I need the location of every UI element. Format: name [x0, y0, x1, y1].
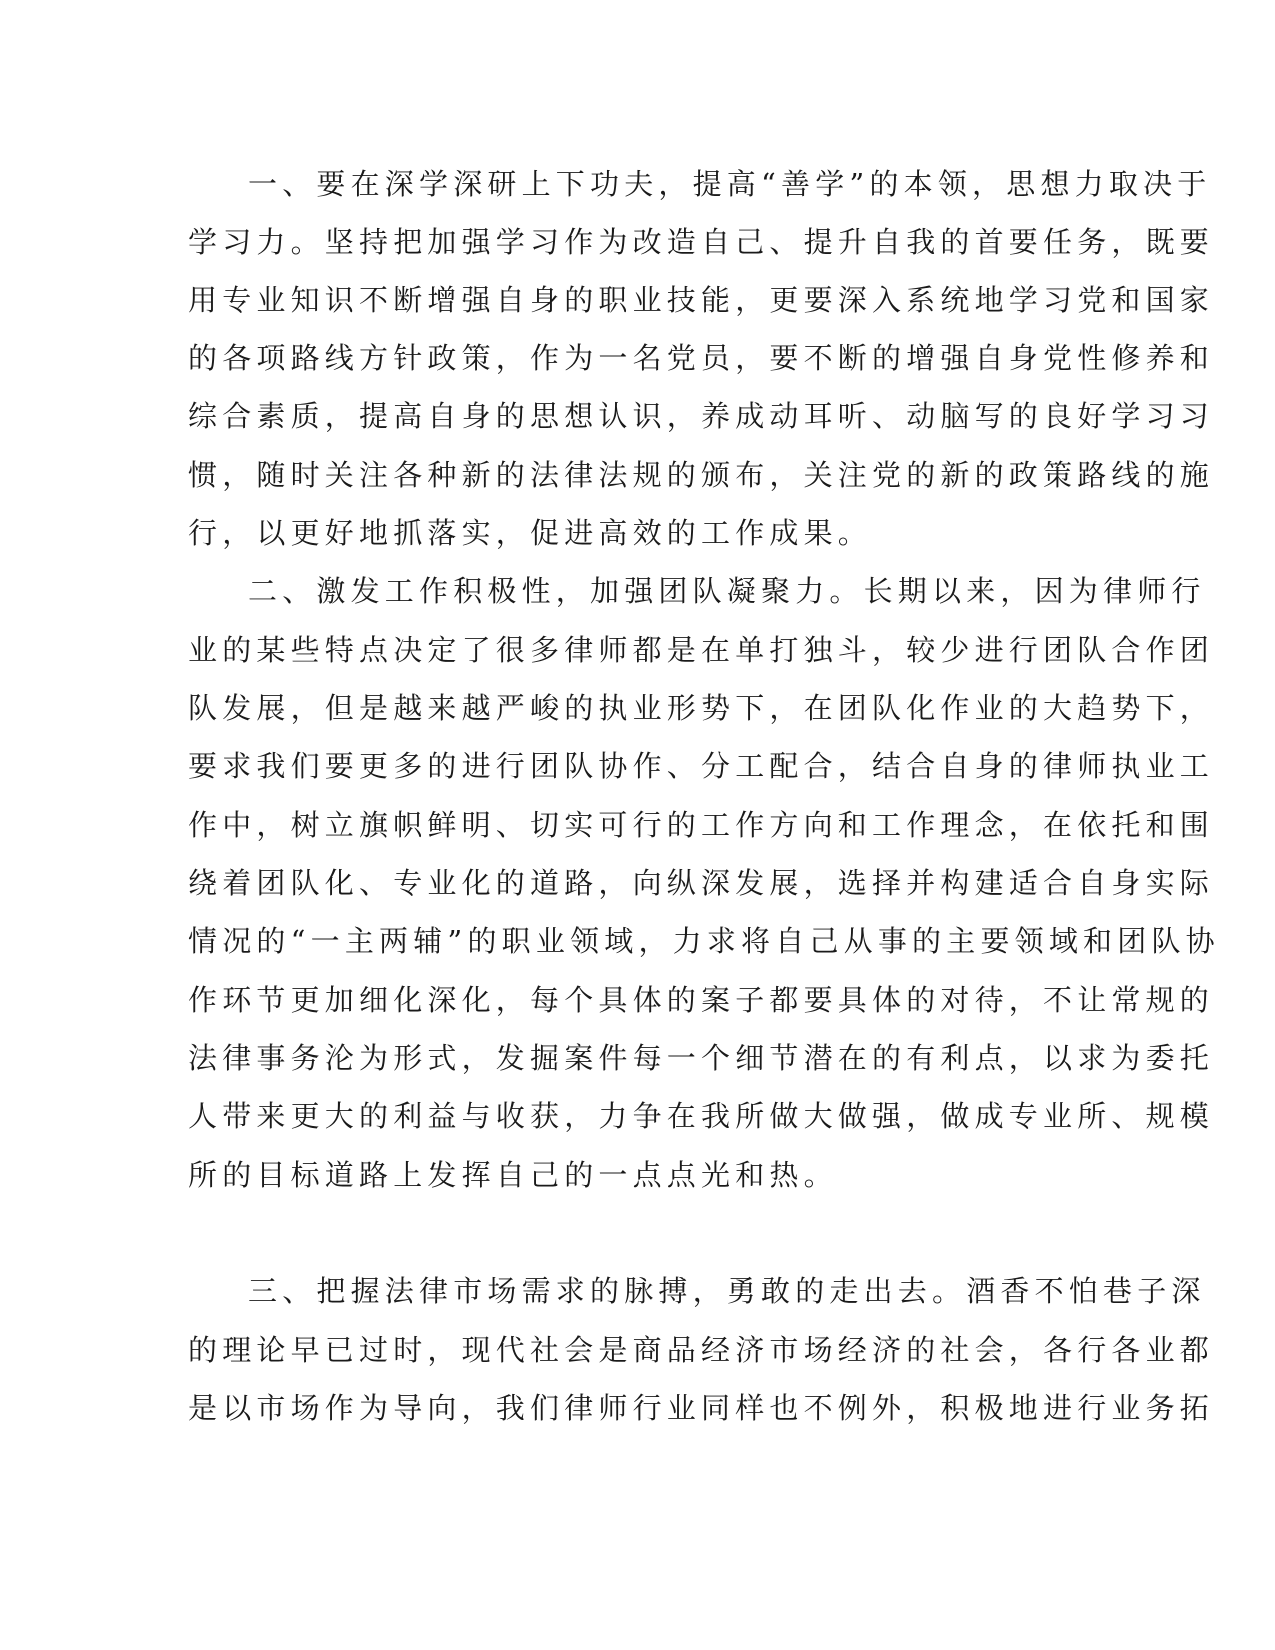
paragraph-line: 法律事务沦为形式，发掘案件每一个细节潜在的有利点，以求为委托 — [188, 1041, 1215, 1075]
paragraph-line: 的各项路线方针政策，作为一名党员，要不断的增强自身党性修养和 — [188, 341, 1215, 375]
paragraph-line: 情况的“一主两辅”的职业领域，力求将自己从事的主要领域和团队协 — [188, 924, 1220, 958]
paragraph-line: 是以市场作为导向，我们律师行业同样也不例外，积极地进行业务拓 — [188, 1391, 1215, 1425]
paragraph-line: 作环节更加细化深化，每个具体的案子都要具体的对待，不让常规的 — [188, 983, 1215, 1017]
paragraph-line: 一、要在深学深研上下功夫，提高“善学”的本领，思想力取决于 — [248, 167, 1212, 201]
paragraph-line: 要求我们要更多的进行团队协作、分工配合，结合自身的律师执业工 — [188, 749, 1215, 783]
paragraph-line: 三、把握法律市场需求的脉搏，勇敢的走出去。酒香不怕巷子深 — [248, 1274, 1206, 1308]
paragraph-line: 二、激发工作积极性，加强团队凝聚力。长期以来，因为律师行 — [248, 574, 1206, 608]
paragraph-line: 用专业知识不断增强自身的职业技能，更要深入系统地学习党和国家 — [188, 283, 1215, 317]
paragraph-line: 所的目标道路上发挥自己的一点点光和热。 — [188, 1158, 838, 1192]
paragraph-line: 人带来更大的利益与收获，力争在我所做大做强，做成专业所、规模 — [188, 1099, 1215, 1133]
paragraph-line: 绕着团队化、专业化的道路，向纵深发展，选择并构建适合自身实际 — [188, 866, 1215, 900]
paragraph-line: 行，以更好地抓落实，促进高效的工作成果。 — [188, 516, 873, 550]
paragraph-line: 业的某些特点决定了很多律师都是在单打独斗，较少进行团队合作团 — [188, 633, 1215, 667]
paragraph-line: 学习力。坚持把加强学习作为改造自己、提升自我的首要任务，既要 — [188, 225, 1215, 259]
paragraph-line: 惯，随时关注各种新的法律法规的颁布，关注党的新的政策路线的施 — [188, 458, 1215, 492]
paragraph-line: 综合素质，提高自身的思想认识，养成动耳听、动脑写的良好学习习 — [188, 399, 1215, 433]
paragraph-line: 队发展，但是越来越严峻的执业形势下，在团队化作业的大趋势下， — [188, 691, 1215, 725]
paragraph-line: 的理论早已过时，现代社会是商品经济市场经济的社会，各行各业都 — [188, 1333, 1215, 1367]
paragraph-line: 作中，树立旗帜鲜明、切实可行的工作方向和工作理念，在依托和围 — [188, 808, 1215, 842]
